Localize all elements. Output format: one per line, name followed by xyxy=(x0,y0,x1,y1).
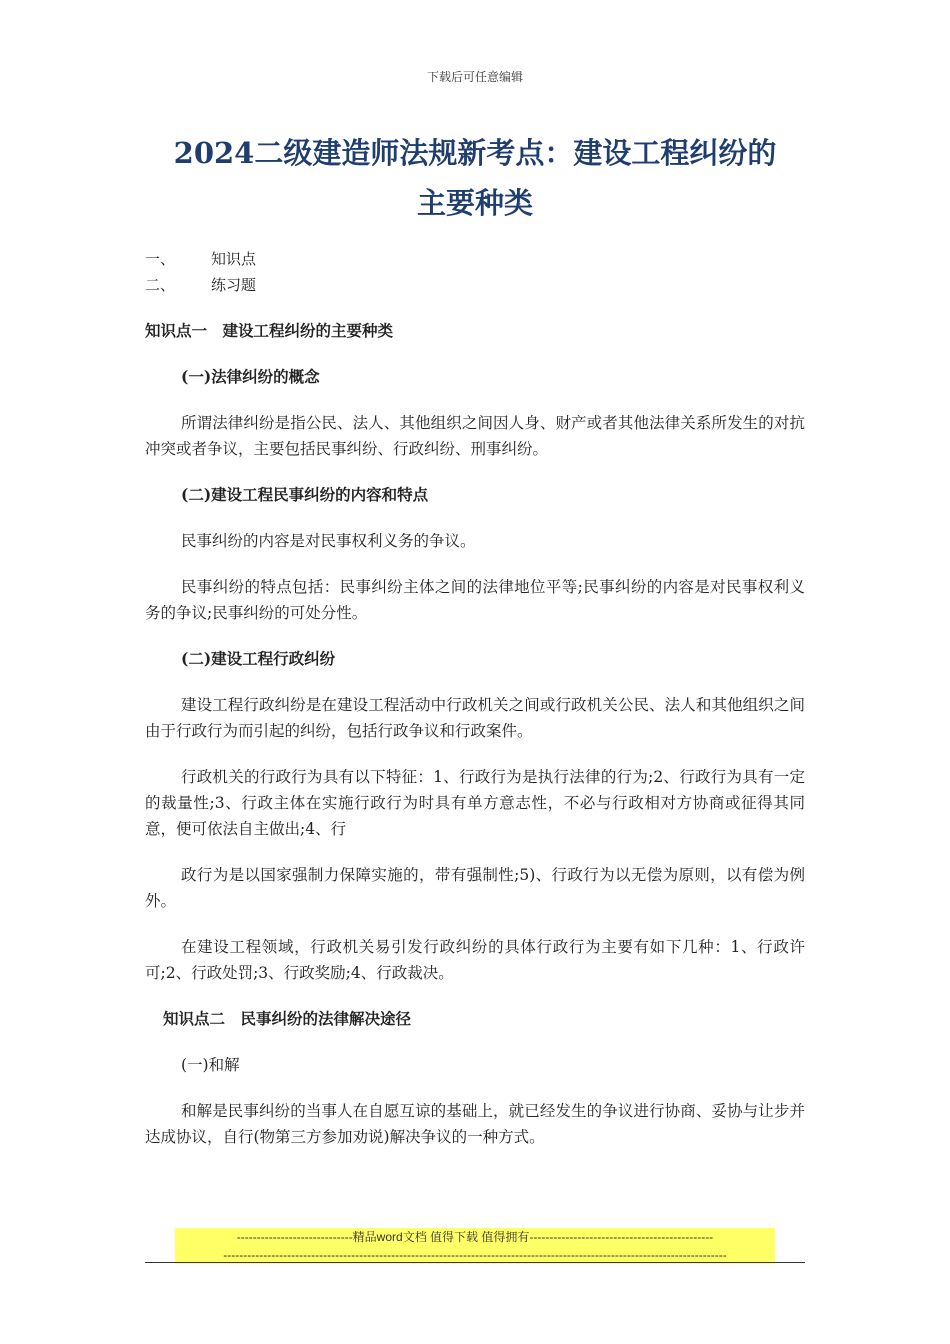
footer-banner xyxy=(175,1228,775,1264)
section-3-paragraph-2: 行政机关的行政行为具有以下特征：1、行政行为是执行法律的行为;2、行政行为具有一定的裁量性;3、行政主体在实施行政行为时具有单方意志性，不必与行政相对方协商或征得其同意，便可依法自主做出;4、行 xyxy=(145,768,805,838)
title-line-1: 2024二级建造师法规新考点：建设工程纠纷的 xyxy=(173,136,777,170)
section-2-paragraph-2: 民事纠纷的特点包括：民事纠纷主体之间的法律地位平等;民事纠纷的内容是对民事权利义务的争议;民事纠纷的可处分性。 xyxy=(145,578,805,622)
footer-rule xyxy=(145,1262,805,1263)
document-title xyxy=(0,128,950,228)
section-2-heading: (二)建设工程民事纠纷的内容和特点 xyxy=(181,485,429,504)
section-1-heading: (一)法律纠纷的概念 xyxy=(181,367,320,386)
section-4-heading: (一)和解 xyxy=(181,1056,240,1074)
section-4-paragraph-1: 和解是民事纠纷的当事人在自愿互谅的基础上，就已经发生的争议进行协商、妥协与让步并达成协议，自行(物第三方参加劝说)解决争议的一种方式。 xyxy=(145,1102,805,1146)
section-2-paragraph-1: 民事纠纷的内容是对民事权利义务的争议。 xyxy=(181,532,476,550)
header-note: 下载后可任意编辑 xyxy=(426,70,523,84)
section-1-paragraph-1: 所谓法律纠纷是指公民、法人、其他组织之间因人身、财产或者其他法律关系所发生的对抗冲突或者争议，主要包括民事纠纷、行政纠纷、刑事纠纷。 xyxy=(145,414,805,458)
section-3-heading: (二)建设工程行政纠纷 xyxy=(181,649,336,668)
table-of-contents xyxy=(145,246,256,298)
toc-item xyxy=(145,246,256,272)
title-line-2: 主要种类 xyxy=(416,186,533,220)
section-3-paragraph-4: 在建设工程领域，行政机关易引发行政纠纷的具体行政行为主要有如下几种：1、行政许可;2、行政处罚;3、行政奖励;4、行政裁决。 xyxy=(145,938,805,982)
toc-item-label: 练习题 xyxy=(211,276,257,294)
section-3-paragraph-1: 建设工程行政纠纷是在建设工程活动中行政机关之间或行政机关公民、法人和其他组织之间由于行政行为而引起的纠纷，包括行政争议和行政案件。 xyxy=(145,696,805,740)
section-3-paragraph-3: 政行为是以国家强制力保障实施的，带有强制性;5)、行政行为以无偿为原则，以有偿为例外。 xyxy=(145,866,805,910)
knowledge-point-2-heading: 知识点二 民事纠纷的法律解决途径 xyxy=(163,1009,412,1028)
toc-item-number: 二、 xyxy=(145,276,176,294)
knowledge-point-1-heading: 知识点一 建设工程纠纷的主要种类 xyxy=(145,321,394,340)
footer-banner-line-1: -----------------------------精品word文档 值得下载 值得拥有---------------------------------------------- xyxy=(236,1230,714,1244)
toc-item xyxy=(145,272,256,298)
toc-item-number: 一、 xyxy=(145,250,176,268)
toc-item-label: 知识点 xyxy=(211,250,257,268)
document-body xyxy=(145,318,805,1170)
footer-banner-line-2: ------------------------------------------------------------------------------------------------------------------------------ xyxy=(223,1248,727,1262)
